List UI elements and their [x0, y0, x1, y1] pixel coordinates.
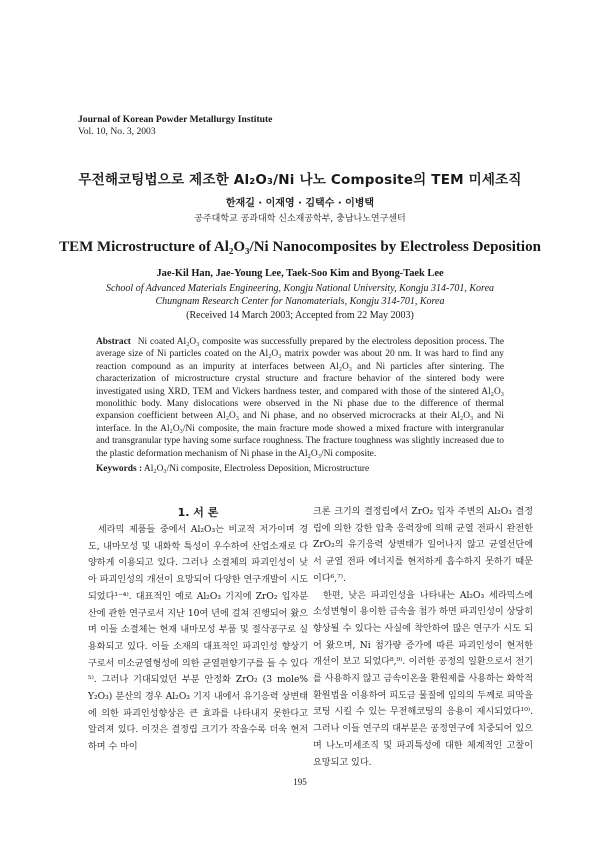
english-authors: Jae-Kil Han, Jae-Young Lee, Taek-Soo Kim and Byong-Taek Lee: [156, 268, 444, 279]
left-column: [88, 522, 308, 756]
abstract-text: Ni coated Al₂O₃ composite was successfully prepared by the electroless deposition process. The average size of Ni particles coated on the Al₂O₃ matrix powder was about 20 nm. It was hard to find any reaction compound as an impurity at interfaces between Al₂O₃ and Ni particles after sintering. The characterization of microstructure crystal structure and fracture behavior of the sintered body were investigated using XRD, TEM and Vickers hardness tester, and compared with those of the sintered Al₂O₃ monolithic body. Many dislocations were observed in the Ni phase due to the difference of thermal expansion coefficient between Al₂O₃ and Ni phase, and no observed microcracks at their Al₂O₃ and Ni interface. In the Al₂O₃/Ni composite, the main fracture mode showed a mixed fracture with intergranular and transgranular type having some surface roughness. The fracture toughness was slightly increased due to the plastic deformation mechanism of Ni phase in the Al₂O₃/Ni composite.: [96, 337, 504, 459]
korean-authors: 한재길 · 이재영 · 김택수 · 이병택: [225, 198, 375, 209]
abstract-label: Abstract: [96, 337, 131, 347]
abstract: [96, 336, 504, 460]
affiliation-line: School of Advanced Materials Engineering, Kongju National University, Kongju 314-701, Korea: [105, 283, 495, 294]
journal-volume: Vol. 10, No. 3, 2003: [78, 126, 156, 137]
journal-header: [78, 114, 272, 138]
keywords: [96, 464, 504, 474]
right-column: [313, 504, 533, 771]
received-dates: (Received 14 March 2003; Accepted from 22 May 2003): [186, 310, 414, 321]
section-heading: 1. 서 론: [177, 506, 219, 519]
paragraph: 세라믹 제품들 중에서 Al₂O₃는 비교적 저가이며 경도, 내마모성 및 내화학 특성이 우수하여 산업소재로 다양하게 이용되고 있다. 그러나 소결체의 파괴인성이 낮아 파괴인성의 개선이 요망되어 다양한 연구개발이 시도되었다¹⁻⁴⁾. 대표적인 예로 Al₂O₃ 기지에 ZrO₂ 입자분산에 관한 연구로서 지난 10여 년에 걸쳐 진행되어 왔으며 이들 소결체는 현재 내마모성 부품 및 절삭공구로 실용화되고 있다. 이들 소재의 대표적인 파괴인성 향상기구로서 미소균열형성에 의한 균열편향기구를 들 수 있다⁵⁾. 그러나 기대되었던 부분 안정화 ZrO₂ (3 mole% Y₂O₃) 분산의 경우 Al₂O₃ 기지 내에서 유기응력 상변태에 의한 파괴인성향상은 큰 효과를 나타내지 못한다고 알려져 있다. 이것은 결정립 크기가 작을수록 더욱 현저하며 수 마이: [88, 525, 308, 753]
korean-affiliation: 공주대학교 공과대학 신소재공학부, 충남나노연구센터: [194, 214, 406, 224]
korean-title: 무전해코팅법으로 제조한 Al₂O₃/Ni 나노 Composite의 TEM 미세조직: [78, 172, 522, 188]
keywords-text: Al₂O₃/Ni composite, Electroless Deposition, Microstructure: [143, 464, 370, 474]
paragraph: 크론 크기의 결정립에서 ZrO₂ 입자 주변의 Al₂O₃ 결정립에 의한 강한 압축 응력장에 의해 균열 전파시 완전한 ZrO₂의 유기응력 상변태가 일어나지 않고 균열선단에서 균열 전파 에너지를 현저하게 흡수하지 못하기 때문이다⁶,⁷⁾.: [313, 507, 533, 584]
paragraph: 한편, 낮은 파괴인성을 나타내는 Al₂O₃ 세라믹스에 소성변형이 용이한 금속을 첨가 하면 파괴인성이 상당히 향상될 수 있다는 사실에 착안하여 많은 연구가 시도 되어 왔으며, Ni 첨가량 증가에 따른 파괴인성이 현저한 개선이 보고 되었다⁸,⁹⁾. 이러한 공정의 일환으로서 전기를 사용하지 않고 금속이온을 환원제를 사용하는 화학적 환원법을 이용하여 피도금 물질에 임의의 두께로 피막을 코팅 시킬 수 있는 무전해코팅의 응용이 제시되었다¹⁰⁾. 그러나 이들 연구의 대부분은 공정연구에 치중되어 있으며 나노미세조직 및 파괴특성에 대한 체계적인 고찰이 요망되고 있다.: [313, 590, 533, 768]
page-number: 195: [293, 777, 307, 787]
english-affiliation: [0, 282, 600, 308]
keywords-label: Keywords :: [96, 464, 143, 474]
english-title: TEM Microstructure of Al₂O₃/Ni Nanocomposites by Electroless Deposition: [59, 239, 541, 255]
journal-name: Journal of Korean Powder Metallurgy Institute: [78, 114, 273, 125]
affiliation-line: Chungnam Research Center for Nanomaterials, Kongju 314-701, Korea: [155, 296, 445, 307]
